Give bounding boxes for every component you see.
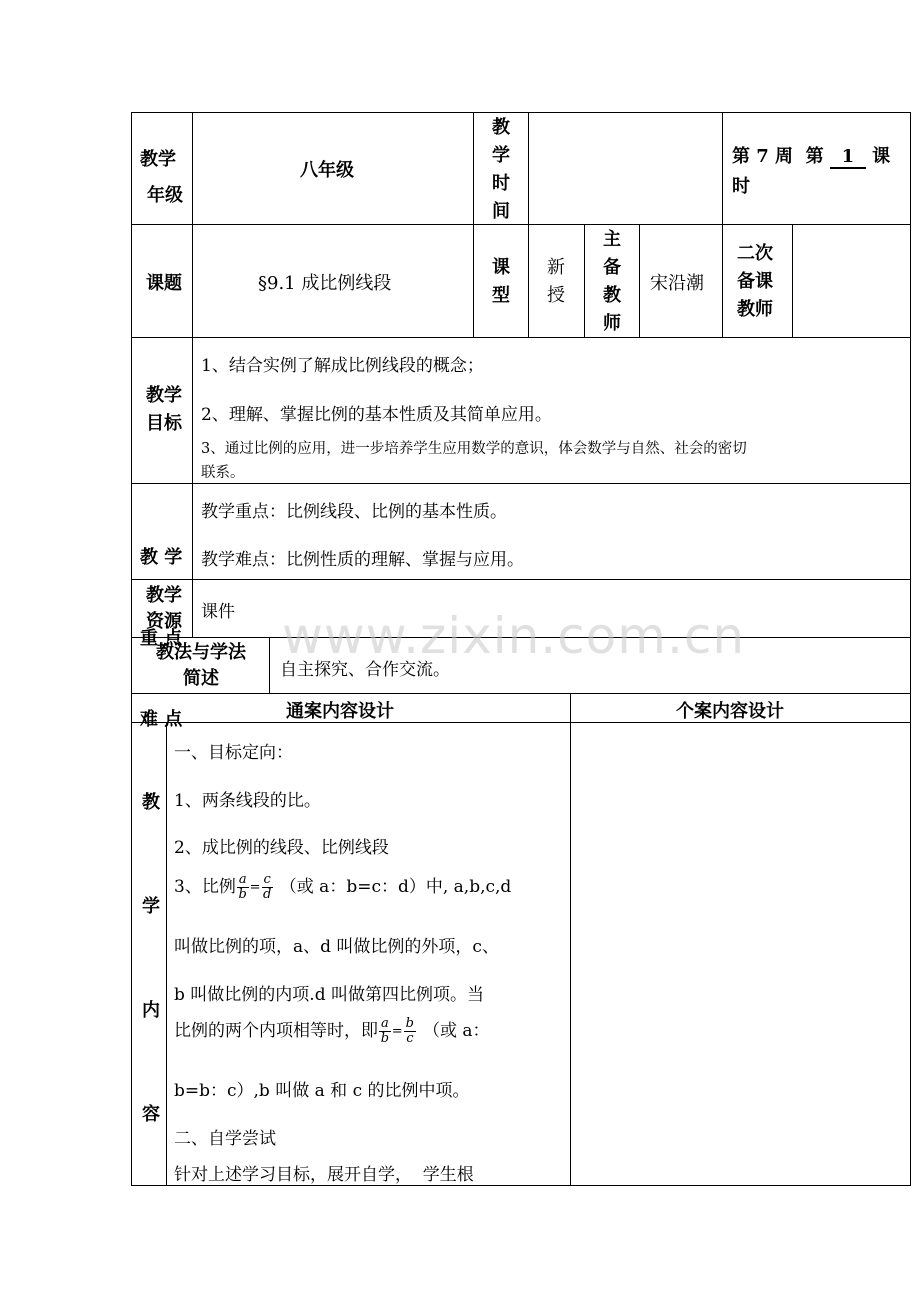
goal-item: 3、通过比例的应用，进一步培养学生应用数学的意识，体会数学与自然、社会的密切 [201,441,747,457]
teaching-time-label: 教 学 时 间 [492,117,510,222]
main-teacher-label: 主 备 教 师 [603,229,621,334]
teaching-focus: 教学重点：比例线段、比例的基本性质。 [201,502,507,522]
fraction-c-over-d: $\frac{c}{d}$ [262,872,272,902]
teaching-difficulty: 教学难点：比例性质的理解、掌握与应用。 [201,550,524,570]
common-design-header: 通案内容设计 [286,701,394,722]
key-points-label: 教 学 重 点 难 点 [140,547,183,730]
resources-value: 课件 [201,602,235,622]
content-line: 一、目标定向： [174,743,293,763]
goal-item: 联系。 [201,465,245,481]
second-teacher-label: 二次 备课 教师 [737,243,773,320]
goal-item: 1、结合实例了解成比例线段的概念； [201,356,484,376]
content-line: b=b：c）,b 叫做 a 和 c 的比例中项。 [174,1081,470,1101]
topic-value: §9.1 成比例线段 [258,273,392,294]
content-line: 二、自学尝试 [174,1129,276,1149]
goal-item: 2、理解、掌握比例的基本性质及其简单应用。 [201,405,552,425]
goals-label: 教学 目标 [146,385,182,434]
individual-design-header: 个案内容设计 [676,701,784,722]
content-line: b 叫做比例的内项.d 叫做第四比例项。当 [174,985,484,1005]
methods-label: 教法与学法 简述 [156,642,246,689]
fraction-a-over-b: $\frac{a}{b}$ [380,1016,390,1046]
content-line: 2、成比例的线段、比例线段 [174,838,389,858]
grade-label: 教学 年级 [140,149,183,206]
content-line: 针对上述学习目标，展开自学， 学生根 [174,1165,474,1185]
content-line: 1、两条线段的比。 [174,791,321,811]
fraction-a-over-b: $\frac{a}{b}$ [238,872,247,902]
content-line-proportion: 3、比例 $\frac{a}{b}$ = $\frac{c}{d}$ （或 a：b=c：d）中, a,b,c,d [174,872,512,902]
content-side-label: 教 学 内 容 [142,792,160,1125]
schedule: 第 7 周 第 1 课 时 [732,146,891,197]
main-teacher-value: 宋沿潮 [650,273,704,294]
resources-label: 教学 资源 [146,585,182,632]
lesson-type-value: 新 授 [547,257,565,306]
lesson-type-label: 课 型 [492,257,510,306]
topic-label: 课题 [146,273,182,294]
methods-value: 自主探究、合作交流。 [280,660,450,680]
content-line: 叫做比例的项，a、d 叫做比例的外项，c、 [174,937,499,957]
fraction-b-over-c: $\frac{b}{c}$ [405,1016,414,1046]
watermark: www.zixin.com.cn [282,607,746,665]
content-line-mean-proportional: 比例的两个内项相等时，即 $\frac{a}{b}$ = $\frac{b}{c}$ （或 a： [174,1016,490,1046]
grade-value: 八年级 [300,160,354,181]
